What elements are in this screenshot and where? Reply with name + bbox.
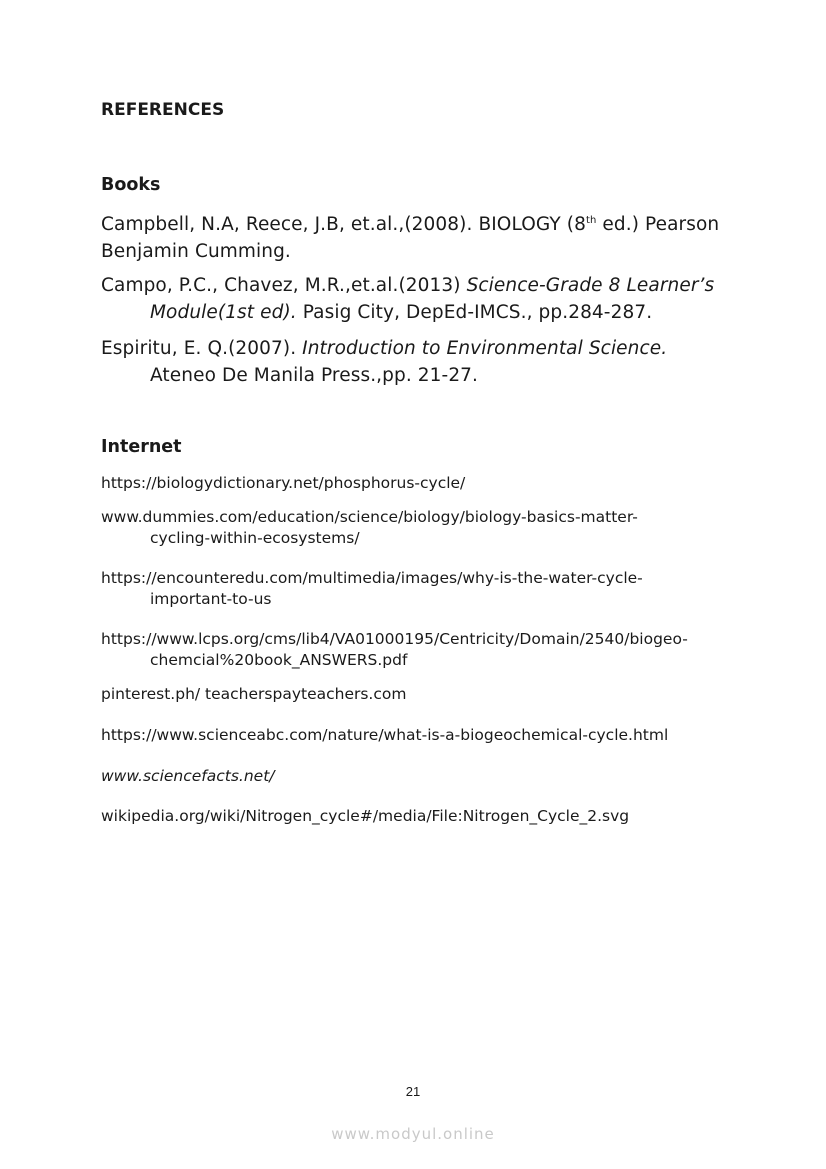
page-title: REFERENCES	[101, 100, 225, 120]
book-reference-espiritu	[101, 335, 741, 389]
book-ref-title: Introduction to Environmental Science.	[302, 338, 668, 359]
book-reference-campo	[101, 272, 741, 326]
book-ref-text: Campbell, N.A, Reece, J.B, et.al.,(2008). BIOLOGY (8	[101, 214, 586, 235]
internet-reference	[101, 725, 741, 746]
book-ref-text: Campo, P.C., Chavez, M.R.,et.al.(2013)	[101, 275, 467, 296]
internet-reference	[101, 507, 741, 549]
internet-ref-url-continued: important-to-us	[150, 590, 272, 608]
internet-heading: Internet	[101, 437, 182, 457]
internet-ref-url: www.sciencefacts.net/	[101, 767, 275, 785]
internet-ref-url: https://www.scienceabc.com/nature/what-is-a-biogeochemical-cycle.html	[101, 726, 669, 744]
book-ref-text: ed.) Pearson	[596, 214, 720, 235]
watermark: www.modyul.online	[331, 1125, 495, 1143]
book-ref-title: Module(1st ed).	[150, 302, 297, 323]
superscript: th	[585, 214, 597, 226]
internet-reference	[101, 568, 741, 610]
book-reference-campbell	[101, 211, 741, 265]
internet-ref-url-continued: cycling-within-ecosystems/	[150, 529, 360, 547]
internet-ref-url-continued: chemcial%20book_ANSWERS.pdf	[150, 651, 408, 669]
book-ref-title: Science-Grade 8 Learner’s	[466, 275, 715, 296]
internet-ref-url: https://encounteredu.com/multimedia/images/why-is-the-water-cycle-	[101, 569, 643, 587]
internet-reference	[101, 473, 741, 494]
book-ref-text: Benjamin Cumming.	[101, 241, 291, 262]
internet-ref-url: https://biologydictionary.net/phosphorus-cycle/	[101, 474, 466, 492]
internet-reference	[101, 684, 741, 705]
book-ref-text: Pasig City, DepEd-IMCS., pp.284-287.	[296, 302, 653, 323]
internet-reference	[101, 629, 741, 671]
book-ref-text: Ateneo De Manila Press.,pp. 21-27.	[150, 365, 479, 386]
internet-ref-url: www.dummies.com/education/science/biology/biology-basics-matter-	[101, 508, 638, 526]
page-number: 21	[405, 1084, 421, 1099]
internet-ref-url: https://www.lcps.org/cms/lib4/VA01000195/Centricity/Domain/2540/biogeo-	[101, 630, 688, 648]
internet-ref-url: wikipedia.org/wiki/Nitrogen_cycle#/media/File:Nitrogen_Cycle_2.svg	[101, 807, 630, 825]
books-heading: Books	[101, 175, 161, 195]
book-ref-text: Espiritu, E. Q.(2007).	[101, 338, 303, 359]
internet-reference	[101, 766, 741, 787]
internet-reference	[101, 806, 741, 827]
internet-ref-url: pinterest.ph/ teacherspayteachers.com	[101, 685, 407, 703]
